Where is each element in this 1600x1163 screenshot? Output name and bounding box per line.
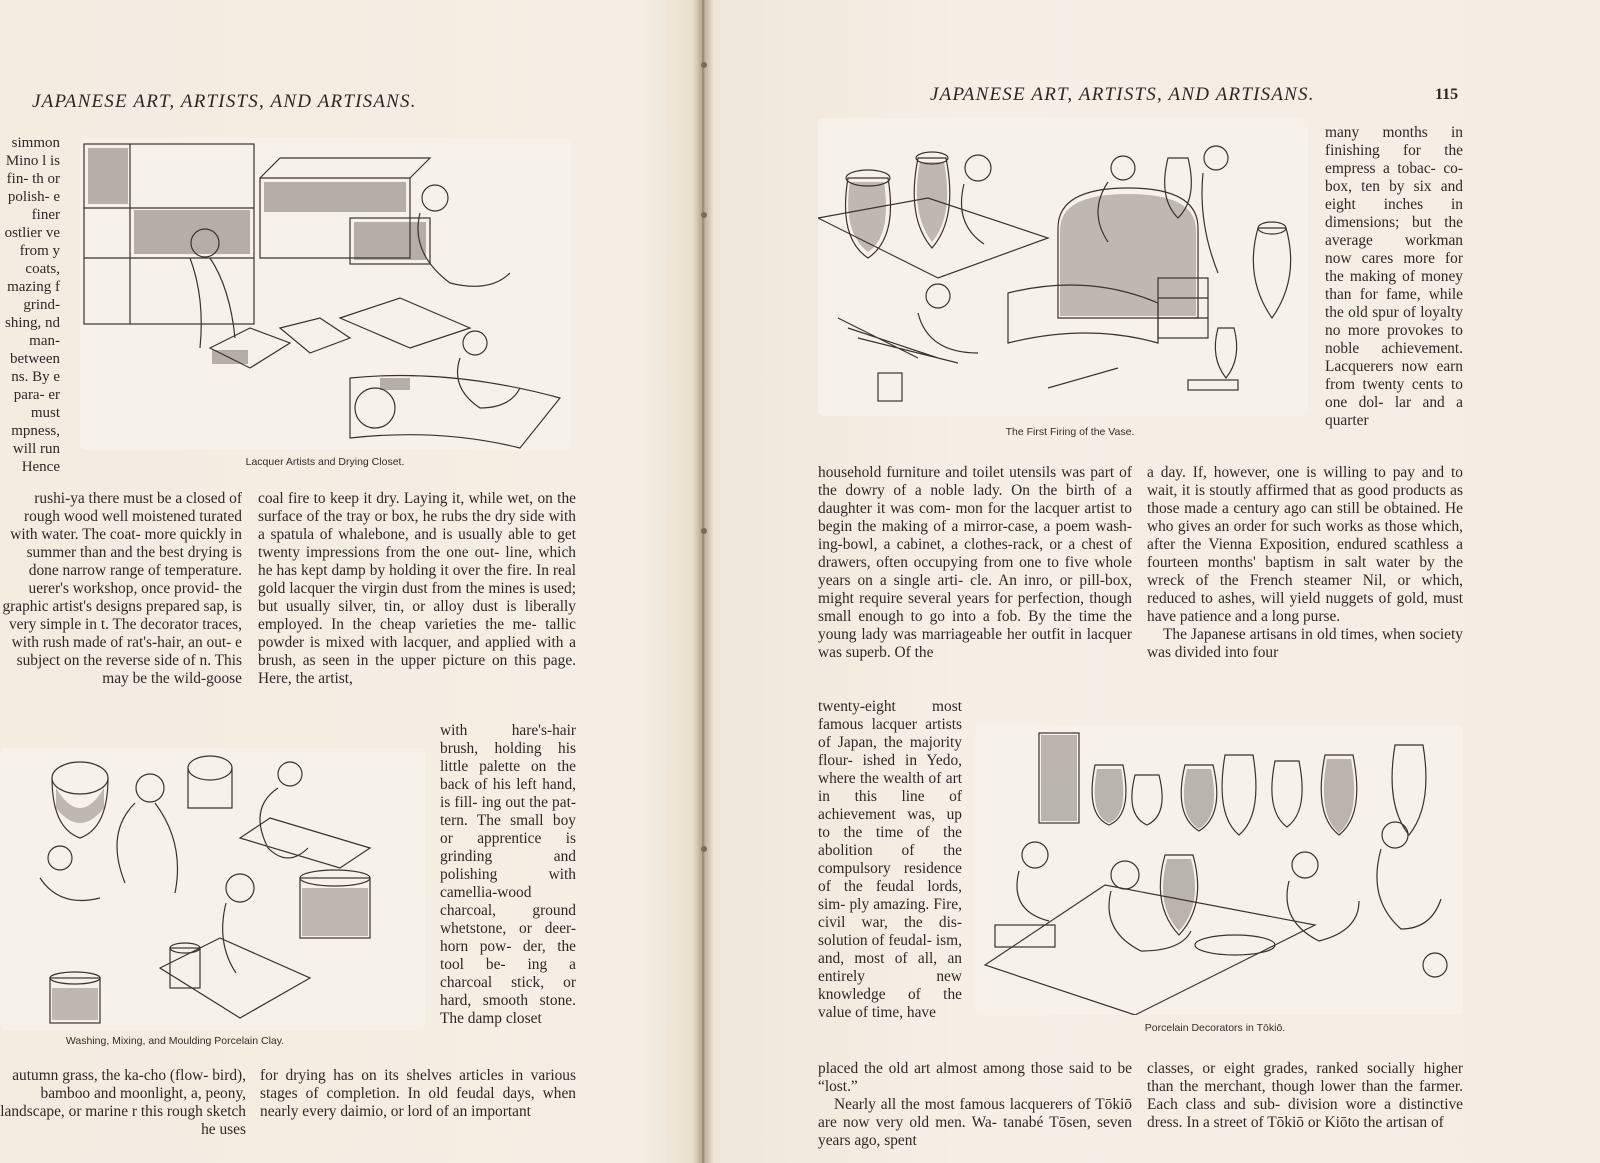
paragraph: The Japanese artisans in old times, when society was divided into four xyxy=(1147,626,1463,661)
right-page xyxy=(700,0,1600,1163)
illustration-lacquer-artists xyxy=(80,138,570,450)
right-column-b-middle xyxy=(1147,464,1463,662)
page-number: 115 xyxy=(1435,86,1459,103)
running-head-right: JAPANESE ART, ARTISTS, AND ARTISANS. xyxy=(930,84,1315,105)
illustration-porcelain-decorators xyxy=(975,725,1463,1015)
figure-caption: The First Firing of the Vase. xyxy=(1005,426,1135,438)
right-column-a-bottom xyxy=(818,1060,1132,1150)
right-column-b-bottom: classes, or eight grades, ranked socially higher than the merchant, though lower than the farmer. Each class and sub- division wore a distinctive dress. In a street of Tōkiō or Kiōto the artisan of xyxy=(1147,1060,1463,1131)
left-column-b-bottom: for drying has on its shelves articles in various stages of completion. In old feudal days, when nearly every daimio, or lord of an important xyxy=(260,1067,576,1120)
left-column-b-narrow: with hare's-hair brush, holding his little palette on the back of his left hand, is fill- ing out the pat- tern. The small boy or apprentice is grinding and polishing with camellia-wood charcoal, ground whetstone, or deer-horn pow- der, the tool be- ing a charcoal stick, or hard, smooth stone. The damp closet xyxy=(440,722,576,1027)
left-top-column: simmon Mino l is fin- th or polish- e finer ostlier ve from y coats, mazing f grind- shing, nd man- between ns. By e para- er must mpness, will run Hence xyxy=(4,135,60,475)
figure-caption: Porcelain Decorators in Tōkiō. xyxy=(1144,1022,1286,1034)
right-column-right-top: many months in finishing for the empress a tobac- co-box, ten by six and eight inches in dimensions; but the average workman now cares more for the making of money than for fame, while the old spur of loyalty no more provokes to noble achievement. Lacquerers now earn from twenty cents to one dol- lar and a quarter xyxy=(1325,124,1463,429)
illustration-porcelain-clay xyxy=(0,748,425,1030)
paragraph: Nearly all the most famous lacquerers of Tōkiō are now very old men. Wa- tanabé Tōsen, seven years ago, spent xyxy=(818,1096,1132,1149)
left-column-a-bottom: autumn grass, the ka-cho (flow- bird), bamboo and moonlight, a, peony, landscape, or marine r this rough sketch he uses xyxy=(0,1067,246,1138)
left-page xyxy=(0,0,700,1163)
illustration-first-firing xyxy=(818,118,1308,416)
figure-caption: Lacquer Artists and Drying Closet. xyxy=(245,456,405,468)
right-column-a-middle: household furniture and toilet utensils was part of the dowry of a noble lady. On the birth of a daughter it was com- mon for the lacquer artist to begin the making of a mirror-case, a poem wash- ing-bowl, a cabinet, a clothes-rack, or a chest of drawers, often occupying from one to five whole years on a single arti- cle. An inro, or pill-box, might require several years for perfection, though small enough to go into a fob. By the time the young lady was marriageable her outfit in lacquer was superb. Of the xyxy=(818,464,1132,661)
figure-caption: Washing, Mixing, and Moulding Porcelain Clay. xyxy=(65,1035,285,1047)
running-head-left: JAPANESE ART, ARTISTS, AND ARTISANS. xyxy=(32,91,417,112)
left-column-b-middle: coal fire to keep it dry. Laying it, while wet, on the surface of the tray or box, he rubs the dry side with a spatula of whalebone, and is usually able to get twenty impressions from the one out- line, which he has kept damp by holding it over the fire. In real gold lacquer the virgin dust from the mines is used; but usually silver, tin, or alloy dust is liberally employed. In the cheap varieties the me- tallic powder is mixed with lacquer, and applied with a brush, as seen in the upper picture on this page. Here, the artist, xyxy=(258,490,576,687)
paragraph: placed the old art almost among those said to be “lost.” xyxy=(818,1060,1132,1095)
left-column-a-middle: rushi-ya there must be a closed of rough wood well moistened turated with water. The coat- more quickly in summer than and the best drying is done narrow range of temperature. uerer's workshop, once provid- the graphic artist's designs prepared sap, is very simple in t. The decorator traces, with rush made of rat's-hair, an out- e subject on the reverse side of n. This may be the wild-goose xyxy=(2,490,242,687)
right-column-a-narrow: twenty-eight most famous lacquer artists of Japan, the majority flour- ished in Yedo, where the wealth of art in this line of achievement was, up to the time of the abolition of the compulsory residence of the feudal lords, sim- ply amazing. Fire, civil war, the dis- solution of feudal- ism, and, most of all, an entirely new knowledge of the value of time, have xyxy=(818,698,962,1021)
paragraph: a day. If, however, one is willing to pay and to wait, it is stoutly affirmed that as good products as those made a century ago can still be obtained. He who gives an order for such works as those which, after the Vienna Exposition, endured scathless a fourteen months' baptism in salt water by the wreck of the French steamer Nil, or which, reduced to ashes, will yield nuggets of gold, must have patience and a long purse. xyxy=(1147,464,1463,625)
